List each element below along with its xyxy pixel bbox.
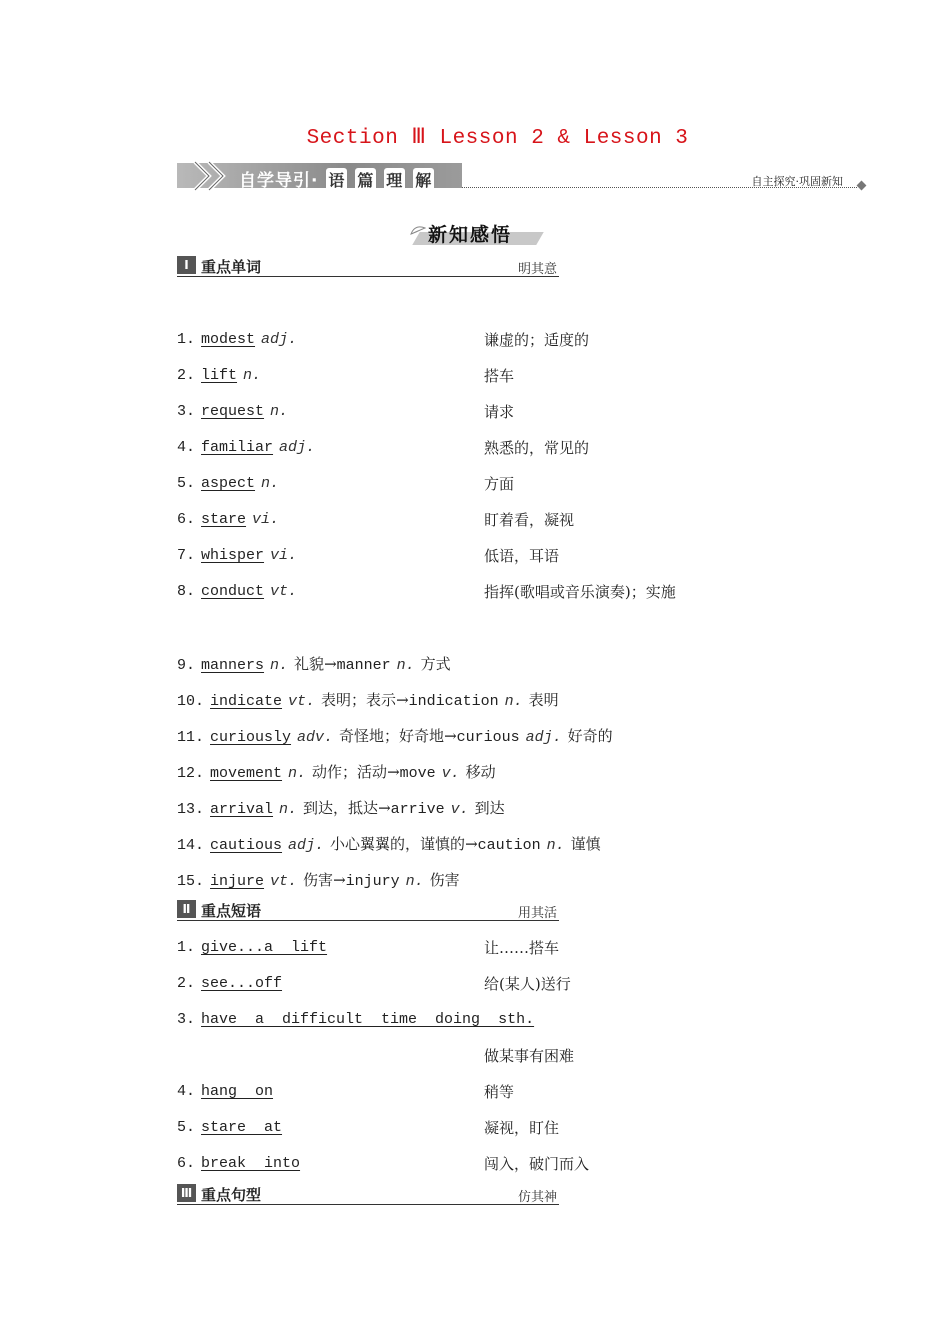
- double-chevron-icon: [189, 159, 235, 193]
- arrow-icon: →: [396, 691, 409, 709]
- item-number: 13.: [177, 801, 205, 818]
- derived-item: [177, 761, 496, 782]
- phrase-meaning: 让……搭车: [484, 939, 560, 957]
- vocab-meaning: 指挥(歌唱或音乐演奏)；实施: [484, 583, 676, 601]
- arrow-icon: →: [324, 655, 337, 673]
- word-meaning: 动作；活动: [312, 763, 388, 781]
- derived-item: [177, 869, 460, 890]
- vocab-meaning: 谦虚的；适度的: [484, 331, 590, 349]
- vocab-item: [177, 401, 288, 420]
- vocab-word: indicate: [210, 693, 283, 710]
- phrase-item: [177, 1081, 273, 1100]
- vocab-word: whisper: [201, 547, 265, 564]
- section-header-phrases: [177, 900, 559, 921]
- derived-item: [177, 689, 559, 710]
- part-of-speech: n.: [261, 475, 280, 492]
- part-of-speech: n.: [288, 765, 307, 782]
- derived-item: [177, 725, 613, 746]
- vocab-word: stare: [201, 511, 247, 528]
- phrase-item: [177, 1153, 300, 1172]
- related-meaning: 表明: [528, 691, 559, 709]
- page-title: Section Ⅲ Lesson 2 & Lesson 3: [306, 127, 689, 150]
- part-of-speech: n.: [243, 367, 262, 384]
- section-number: Ⅱ: [177, 900, 196, 918]
- phrase-meaning: 稍等: [484, 1083, 515, 1101]
- part-of-speech: vt.: [270, 583, 298, 600]
- vocab-word: injure: [210, 873, 265, 890]
- item-number: 15.: [177, 873, 205, 890]
- vocab-meaning: 盯着看，凝视: [484, 511, 575, 529]
- banner-pill: 语: [326, 168, 347, 191]
- item-number: 8.: [177, 583, 196, 600]
- related-word: arrive: [390, 801, 445, 818]
- vocab-word: aspect: [201, 475, 256, 492]
- arrow-icon: →: [465, 835, 478, 853]
- vocab-word: conduct: [201, 583, 265, 600]
- related-meaning: 方式: [420, 655, 451, 673]
- word-meaning: 表明；表示: [321, 691, 397, 709]
- phrase-meaning: 给(某人)送行: [484, 975, 571, 993]
- vocab-word: movement: [210, 765, 283, 782]
- part-of-speech: vi.: [252, 511, 280, 528]
- subheading-text: 新知感悟: [428, 224, 513, 246]
- derived-item: [177, 653, 451, 674]
- vocab-item: [177, 437, 315, 456]
- part-of-speech: adj.: [288, 837, 325, 854]
- related-part-of-speech: v.: [441, 765, 460, 782]
- part-of-speech: adv.: [297, 729, 334, 746]
- related-word: injury: [345, 873, 400, 890]
- arrow-icon: →: [378, 799, 391, 817]
- banner-pill: 理: [384, 168, 405, 191]
- related-word: indication: [408, 693, 499, 710]
- phrase-text: have a difficult time doing sth.: [201, 1011, 535, 1028]
- section-tag: 用其活: [517, 906, 557, 921]
- item-number: 4.: [177, 439, 196, 456]
- vocab-word: lift: [201, 367, 238, 384]
- part-of-speech: adj.: [261, 331, 298, 348]
- vocab-meaning: 方面: [484, 475, 515, 493]
- vocab-word: arrival: [210, 801, 274, 818]
- item-number: 2.: [177, 975, 196, 992]
- part-of-speech: n.: [270, 403, 289, 420]
- phrase-item: [177, 973, 282, 992]
- part-of-speech: vi.: [270, 547, 298, 564]
- item-number: 5.: [177, 1119, 196, 1136]
- related-meaning: 到达: [474, 799, 505, 817]
- related-word: manner: [336, 657, 391, 674]
- related-part-of-speech: adj.: [525, 729, 562, 746]
- word-meaning: 奇怪地；好奇地: [339, 727, 445, 745]
- item-number: 1.: [177, 939, 196, 956]
- item-number: 11.: [177, 729, 205, 746]
- vocab-word: curiously: [210, 729, 292, 746]
- phrase-meaning: 凝视，盯住: [484, 1119, 560, 1137]
- phrase-item: [177, 1117, 282, 1136]
- vocab-item: [177, 545, 297, 564]
- banner-title: [239, 166, 434, 191]
- banner-left-text: 自学导引: [239, 171, 311, 191]
- phrase-text: give...a lift: [201, 939, 328, 956]
- related-part-of-speech: n.: [504, 693, 523, 710]
- subheading: [410, 218, 545, 248]
- section-header-sentences: [177, 1184, 559, 1205]
- banner-pill: 解: [413, 168, 434, 191]
- phrase-item: [177, 937, 327, 956]
- part-of-speech: n.: [279, 801, 298, 818]
- word-meaning: 伤害: [303, 871, 334, 889]
- related-word: move: [399, 765, 436, 782]
- phrase-text: break into: [201, 1155, 301, 1172]
- vocab-item: [177, 581, 297, 600]
- phrase-meaning: 做某事有困难: [484, 1047, 575, 1065]
- section-tag: 仿其神: [517, 1190, 557, 1205]
- vocab-item: [177, 365, 261, 384]
- banner-pill: 篇: [355, 168, 376, 191]
- item-number: 3.: [177, 403, 196, 420]
- related-part-of-speech: n.: [396, 657, 415, 674]
- related-meaning: 移动: [465, 763, 496, 781]
- related-meaning: 好奇的: [567, 727, 613, 745]
- part-of-speech: vt.: [270, 873, 298, 890]
- related-part-of-speech: n.: [405, 873, 424, 890]
- item-number: 1.: [177, 331, 196, 348]
- section-title: 重点句型: [201, 1186, 262, 1204]
- phrase-text: see...off: [201, 975, 283, 992]
- item-number: 12.: [177, 765, 205, 782]
- word-meaning: 到达，抵达: [303, 799, 379, 817]
- banner-right-text: 自主探究·巩固新知: [751, 175, 843, 188]
- part-of-speech: vt.: [288, 693, 316, 710]
- derived-item: [177, 833, 601, 854]
- vocab-meaning: 搭车: [484, 367, 515, 385]
- phrase-text: stare at: [201, 1119, 283, 1136]
- section-tag: 明其意: [517, 262, 557, 277]
- related-meaning: 伤害: [429, 871, 460, 889]
- item-number: 4.: [177, 1083, 196, 1100]
- arrow-icon: →: [444, 727, 457, 745]
- vocab-word: request: [201, 403, 265, 420]
- section-title: 重点单词: [201, 258, 262, 276]
- vocab-item: [177, 329, 297, 348]
- phrase-item: [177, 1009, 534, 1028]
- arrow-icon: →: [387, 763, 400, 781]
- section-number: Ⅰ: [177, 256, 196, 274]
- related-word: caution: [477, 837, 541, 854]
- vocab-item: [177, 509, 279, 528]
- section-header-vocab: [177, 256, 559, 277]
- leaf-icon: [410, 224, 426, 236]
- related-part-of-speech: v.: [450, 801, 469, 818]
- phrase-text: hang on: [201, 1083, 274, 1100]
- item-number: 2.: [177, 367, 196, 384]
- vocab-meaning: 熟悉的，常见的: [484, 439, 590, 457]
- section-title: 重点短语: [201, 902, 262, 920]
- diamond-icon: [857, 181, 867, 191]
- related-meaning: 谨慎: [570, 835, 601, 853]
- vocab-word: familiar: [201, 439, 274, 456]
- arrow-icon: →: [333, 871, 346, 889]
- section-banner: [177, 159, 867, 193]
- vocab-meaning: 请求: [484, 403, 515, 421]
- related-part-of-speech: n.: [546, 837, 565, 854]
- item-number: 10.: [177, 693, 205, 710]
- banner-dot: ·: [311, 171, 319, 191]
- item-number: 9.: [177, 657, 196, 674]
- vocab-word: manners: [201, 657, 265, 674]
- part-of-speech: n.: [270, 657, 289, 674]
- part-of-speech: adj.: [279, 439, 316, 456]
- item-number: 5.: [177, 475, 196, 492]
- item-number: 3.: [177, 1011, 196, 1028]
- word-meaning: 礼貌: [294, 655, 325, 673]
- item-number: 14.: [177, 837, 205, 854]
- item-number: 6.: [177, 1155, 196, 1172]
- word-meaning: 小心翼翼的，谨慎的: [330, 835, 466, 853]
- related-word: curious: [456, 729, 520, 746]
- derived-item: [177, 797, 505, 818]
- section-number: Ⅲ: [177, 1184, 196, 1202]
- phrase-meaning: 闯入，破门而入: [484, 1155, 590, 1173]
- item-number: 7.: [177, 547, 196, 564]
- vocab-item: [177, 473, 279, 492]
- vocab-word: cautious: [210, 837, 283, 854]
- vocab-meaning: 低语，耳语: [484, 547, 560, 565]
- item-number: 6.: [177, 511, 196, 528]
- vocab-word: modest: [201, 331, 256, 348]
